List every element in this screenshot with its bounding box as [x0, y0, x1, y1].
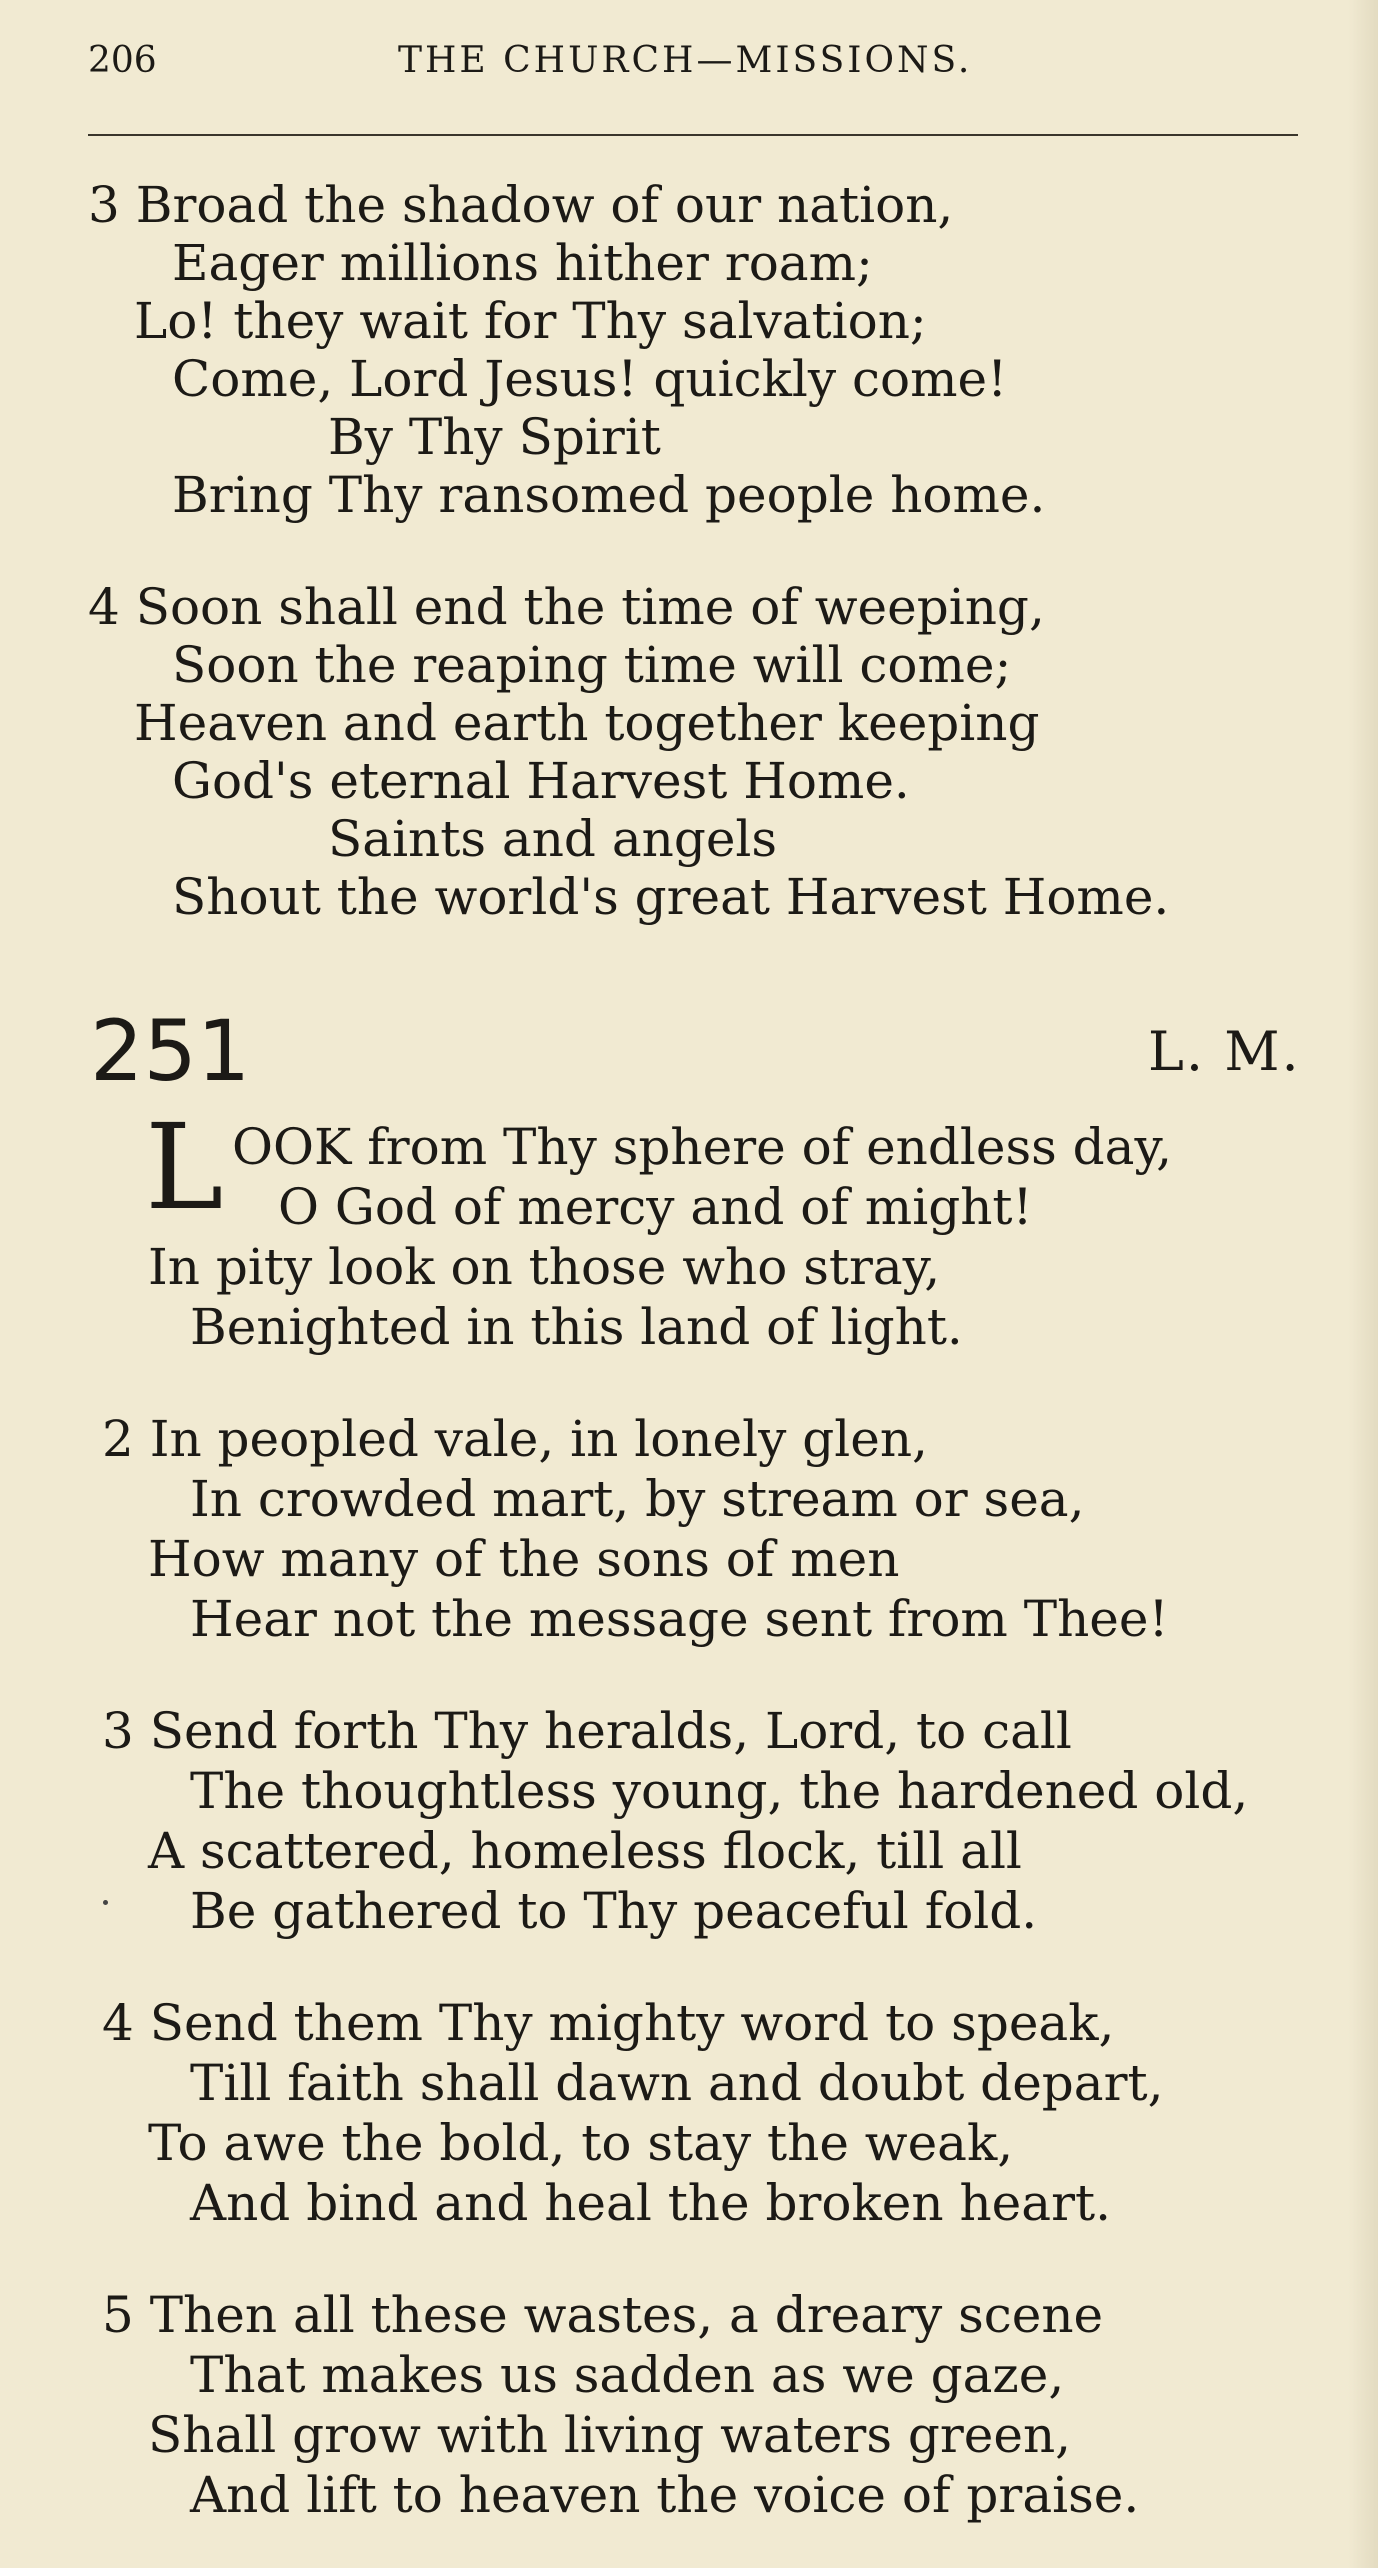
verse-line: How many of the sons of men — [148, 1530, 900, 1588]
verse-line: Shall grow with living waters green, — [148, 2406, 1072, 2464]
verse-line: Benighted in this land of light. — [190, 1298, 963, 1356]
verse-line: In crowded mart, by stream or sea, — [190, 1470, 1085, 1528]
verse-line: Eager millions hither roam; — [172, 234, 873, 292]
page-edge-shadow — [1348, 0, 1378, 2568]
drop-cap: L — [145, 1098, 224, 1236]
verse-line: 4 Send them Thy mighty word to speak, — [102, 1994, 1115, 2052]
verse-line: By Thy Spirit — [328, 408, 661, 466]
verse-line: And lift to heaven the voice of praise. — [190, 2466, 1140, 2524]
verse-line: The thoughtless young, the hardened old, — [190, 1762, 1249, 1820]
verse-line: OOK from Thy sphere of endless day, — [232, 1118, 1172, 1176]
verse-line: 3 Send forth Thy heralds, Lord, to call — [102, 1702, 1072, 1760]
verse-line: In pity look on those who stray, — [148, 1238, 941, 1296]
header-rule — [88, 134, 1298, 136]
verse-line: God's eternal Harvest Home. — [172, 752, 910, 810]
hymn-number: 251 — [90, 1002, 251, 1100]
verse-line: 4 Soon shall end the time of weeping, — [88, 578, 1045, 636]
verse-line: Bring Thy ransomed people home. — [172, 466, 1046, 524]
verse-line: Come, Lord Jesus! quickly come! — [172, 350, 1008, 408]
print-speck — [103, 1900, 108, 1905]
verse-line: A scattered, homeless flock, till all — [148, 1822, 1022, 1880]
verse-line: Hear not the message sent from Thee! — [190, 1590, 1169, 1648]
verse-line: That makes us sadden as we gaze, — [190, 2346, 1065, 2404]
verse-line: 3 Broad the shadow of our nation, — [88, 176, 954, 234]
verse-line: 5 Then all these wastes, a dreary scene — [102, 2286, 1104, 2344]
hymn-meter: L. M. — [1148, 1020, 1301, 1083]
verse-line: Saints and angels — [328, 810, 778, 868]
verse-line: To awe the bold, to stay the weak, — [148, 2114, 1014, 2172]
verse-line: Heaven and earth together keeping — [134, 694, 1040, 752]
verse-line: Be gathered to Thy peaceful fold. — [190, 1882, 1038, 1940]
verse-line: 2 In peopled vale, in lonely glen, — [102, 1410, 928, 1468]
verse-line: Shout the world's great Harvest Home. — [172, 868, 1170, 926]
page-header — [88, 40, 1298, 90]
running-title: THE CHURCH—MISSIONS. — [398, 40, 973, 81]
verse-line: And bind and heal the broken heart. — [190, 2174, 1111, 2232]
verse-line: O God of mercy and of might! — [278, 1178, 1033, 1236]
verse-line: Lo! they wait for Thy salvation; — [134, 292, 927, 350]
verse-line: Soon the reaping time will come; — [172, 636, 1012, 694]
verse-line: Till faith shall dawn and doubt depart, — [190, 2054, 1164, 2112]
page-number: 206 — [88, 40, 157, 81]
